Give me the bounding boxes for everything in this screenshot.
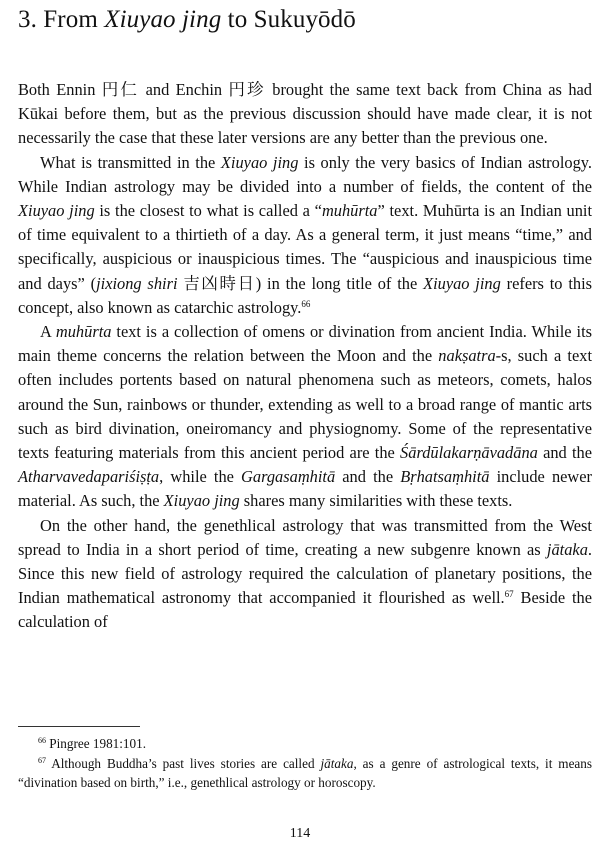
- footnote-ref-66: 66: [301, 298, 311, 309]
- paragraph-1: Both Ennin 円仁 and Enchin 円珍 brought the same text back from China as had Kūkai before them, but as the previous discussion should have made clear, it is not necessarily the case that these later versions are any better than the previous one.: [18, 80, 592, 148]
- paragraph-4: On the other hand, the genethlical astrology that was transmitted from the West spread to India in a short period of time, creating a new subgenre known as jātaka. Since this new field of astrology required the calculation of planetary positions, the Indian mathematical astronomy that accompanied it flourished as well.$^{67}$ Beside the calculation of: [18, 515, 592, 632]
- section-title: 3. From Xiuyao jing to Sukuyōdō: [18, 6, 356, 33]
- main-text: [18, 78, 592, 635]
- page-number: 114: [289, 826, 311, 841]
- paragraph-2: What is transmitted in the Xiuyao jing is only the very basics of Indian astrology. While Indian astrology may be divided into a number of fields, the content of the Xiuyao jing is the closest to what is called a “muhūrta” text. Muhūrta is an Indian unit of time equivalent to a thirtieth of a day. As a general term, it just means “time,” and specifically, auspicious or inauspicious times. The “auspicious and inauspicious time and days” (jixiong shiri 吉凶時日) in the long title of the Xiuyao jing refers to this concept, also known as catarchic astrology.$^{66}$: [18, 152, 593, 317]
- paragraph-3: A muhūrta text is a collection of omens or divination from ancient India. While its main theme concerns the relation between the Moon and the nakṣatra-s, such a text often includes portents based on natural phenomena such as meteors, comets, halos around the Sun, rainbows or thunder, extending as well to a broad range of mantic arts such as bird divination, oneiromancy and physiognomy. Some of the representative texts featuring materials from this ancient period are the Śārdūlakarṇāvadāna and the Atharvavedapariśiṣṭa, while the Gargasaṃhitā and the Bṛhatsaṃhitā include newer material. As such, the Xiuyao jing shares many similarities with these texts.: [18, 322, 592, 511]
- footnote-divider: [18, 726, 140, 727]
- footnotes: [18, 734, 592, 793]
- footnote-ref-67: 67: [504, 589, 514, 600]
- footnote-66: $^{66}$ Pingree 1981:101.: [38, 736, 146, 751]
- footnote-67: $^{67}$ Although Buddha’s past lives stories are called jātaka, as a genre of astrological texts, it means “divination based on birth,” i.e., genethlical astrology or horoscopy.: [18, 755, 592, 790]
